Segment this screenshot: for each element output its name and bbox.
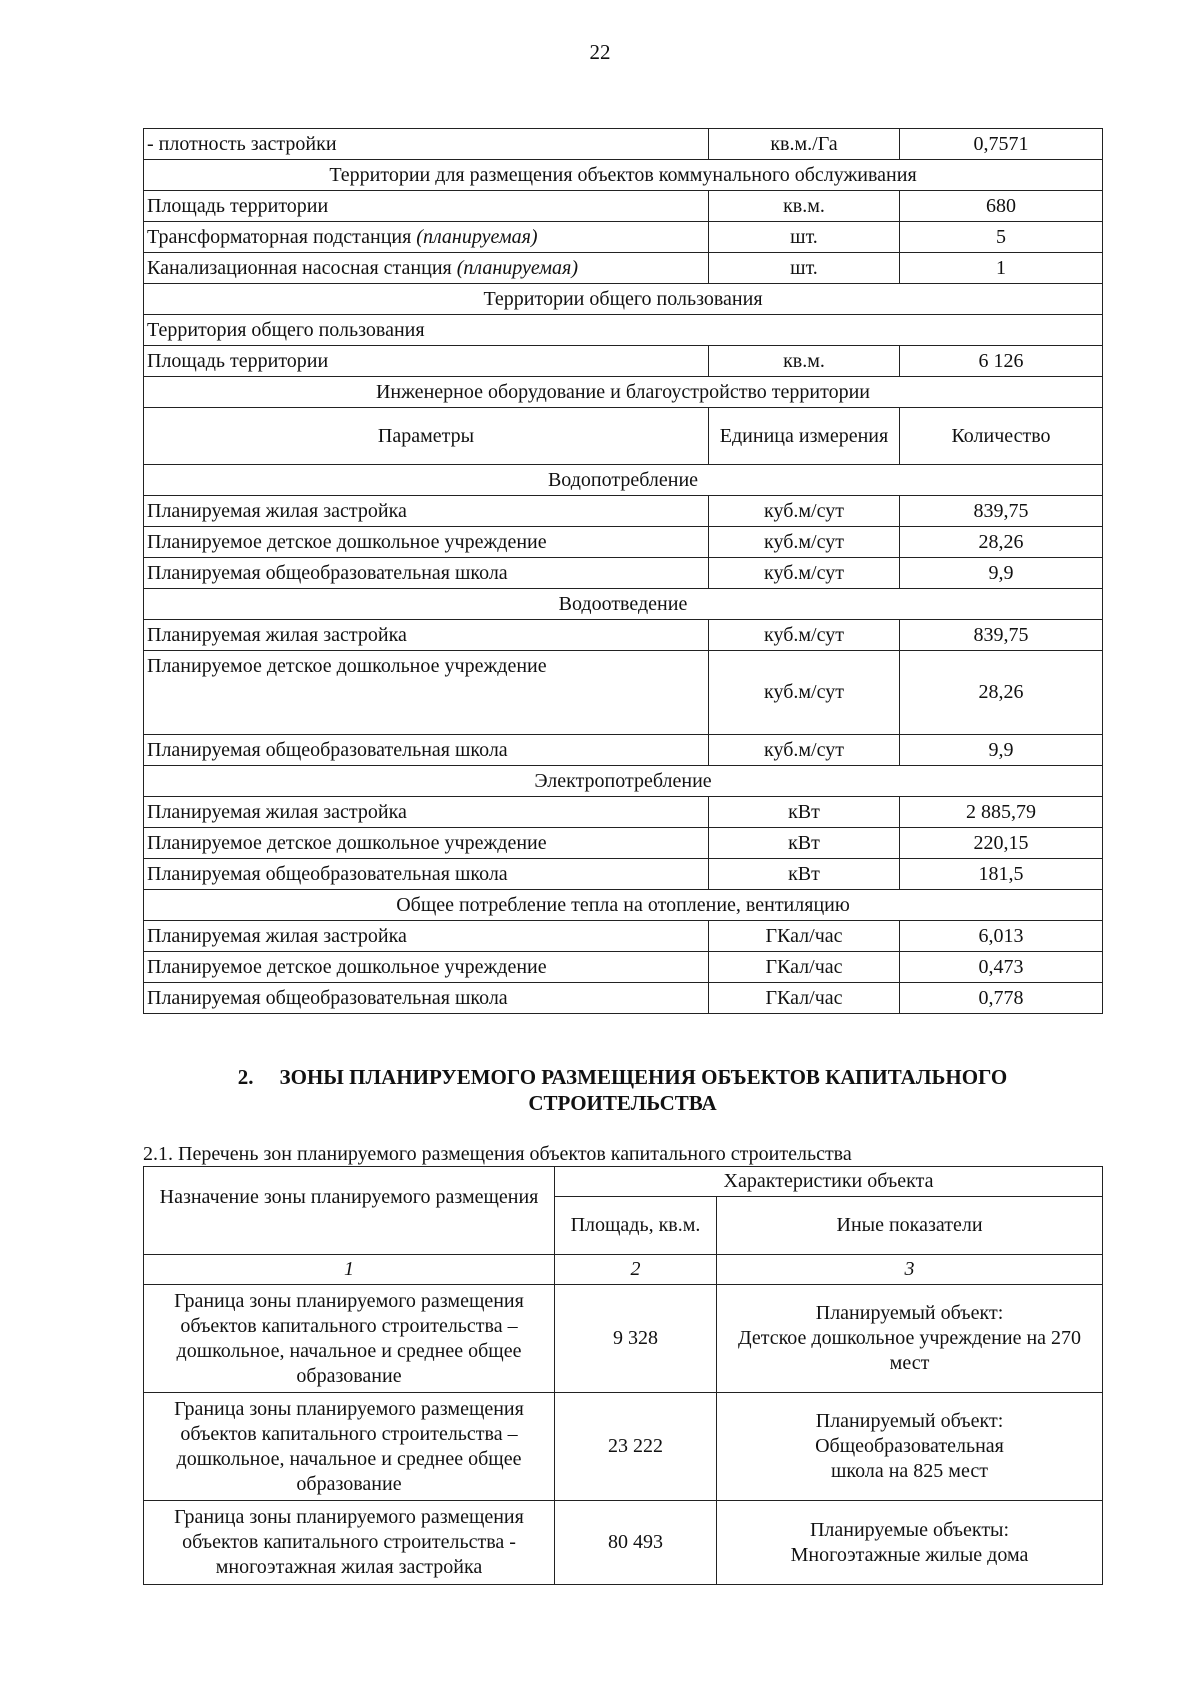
row-unit: куб.м/сут [709,651,900,735]
section-row [144,589,1103,620]
row-unit: кВт [709,828,900,859]
header-unit: Единица измерения [709,408,900,465]
zone-area: 23 222 [555,1393,717,1501]
row-unit: шт. [709,222,900,253]
row-value: 6,013 [900,921,1103,952]
row-unit: кв.м. [709,191,900,222]
row-value: 28,26 [900,651,1103,735]
row-value: 0,7571 [900,129,1103,160]
section-title: Общее потребление тепла на отопление, вентиляцию [144,890,1103,921]
row-label: Планируемая общеобразовательная школа [144,735,709,766]
section-title: Инженерное оборудование и благоустройство территории [144,377,1103,408]
table-row [144,527,1103,558]
row-value: 1 [900,253,1103,284]
row-value: 181,5 [900,859,1103,890]
row-value: 220,15 [900,828,1103,859]
row-value: 680 [900,191,1103,222]
header-row [144,1167,1103,1197]
subsection-title: Территория общего пользования [144,315,1103,346]
section-row [144,160,1103,191]
table-row [144,496,1103,527]
subsection-title: 2.1. Перечень зон планируемого размещения объектов капитального строительства [143,1143,852,1165]
row-value: 2 885,79 [900,797,1103,828]
page-number: 22 [589,40,611,64]
object-label: Планируемый объект: [815,1410,1004,1432]
table-row [144,191,1103,222]
section-title: Электропотребление [144,766,1103,797]
row-label: Планируемая жилая застройка [144,797,709,828]
row-label-text: Канализационная насосная станция [147,256,452,279]
row-label: Планируемая общеобразовательная школа [144,983,709,1014]
column-number-row [144,1255,1103,1285]
header-other: Иные показатели [717,1197,1103,1255]
row-unit: ГКал/час [709,983,900,1014]
table-row [144,558,1103,589]
section-row [144,377,1103,408]
row-unit: куб.м/сут [709,496,900,527]
table-row [144,346,1103,377]
header-zone: Назначение зоны планируемого размещения [144,1167,555,1255]
column-number: 3 [717,1255,1103,1285]
row-label: Планируемая общеобразовательная школа [144,558,709,589]
row-value: 839,75 [900,496,1103,527]
row-unit: куб.м/сут [709,620,900,651]
row-value: 28,26 [900,527,1103,558]
table-row [144,952,1103,983]
row-label [144,222,709,253]
header-params: Параметры [144,408,709,465]
zone-object [717,1501,1103,1585]
row-label: Планируемое детское дошкольное учреждение [144,952,709,983]
row-value: 839,75 [900,620,1103,651]
table-row [144,983,1103,1014]
zone-area: 9 328 [555,1285,717,1393]
zone-name: Граница зоны планируемого размещения объектов капитального строительства – дошкольное, начальное и среднее общее образование [144,1285,555,1393]
table-row [144,1285,1103,1393]
section-heading [143,1064,1102,1116]
header-area: Площадь, кв.м. [555,1197,717,1255]
row-label: Площадь территории [144,346,709,377]
row-label-note: (планируемая) [456,256,578,279]
table-row [144,222,1103,253]
header-row [144,408,1103,465]
zone-name: Граница зоны планируемого размещения объектов капитального строительства - многоэтажная жилая застройка [144,1501,555,1585]
column-number: 2 [555,1255,717,1285]
row-value: 5 [900,222,1103,253]
zone-area: 80 493 [555,1501,717,1585]
row-value: 6 126 [900,346,1103,377]
table-row [144,651,1103,735]
row-label: Планируемая общеобразовательная школа [144,859,709,890]
object-description: Общеобразовательная школа на 825 мест [815,1435,1004,1482]
zone-name: Граница зоны планируемого размещения объектов капитального строительства – дошкольное, начальное и среднее общее образование [144,1393,555,1501]
row-value: 0,778 [900,983,1103,1014]
table-row [144,1501,1103,1585]
row-unit: кВт [709,859,900,890]
section-row [144,465,1103,496]
object-label: Планируемый объект: [815,1302,1004,1324]
object-description: Многоэтажные жилые дома [790,1543,1029,1566]
section-title: Водопотребление [144,465,1103,496]
table-row [144,1393,1103,1501]
section-title: Водоотведение [144,589,1103,620]
zone-object [717,1393,1103,1501]
row-unit: кВт [709,797,900,828]
section-title: Территории для размещения объектов коммунального обслуживания [144,160,1103,191]
table-row [144,859,1103,890]
table-row [144,253,1103,284]
row-label: Площадь территории [144,191,709,222]
row-unit: куб.м/сут [709,735,900,766]
engineering-indicators-table [143,128,1103,1014]
row-label-note: (планируемая) [416,225,538,248]
row-label: - плотность застройки [144,129,709,160]
table-row [144,129,1103,160]
zones-table [143,1166,1103,1585]
section-row [144,766,1103,797]
row-label: Планируемое детское дошкольное учреждение [144,828,709,859]
table-row [144,315,1103,346]
row-value: 9,9 [900,735,1103,766]
object-description: Детское дошкольное учреждение на 270 мест [737,1327,1082,1374]
header-qty: Количество [900,408,1103,465]
table-row [144,620,1103,651]
section-row [144,890,1103,921]
row-unit: куб.м/сут [709,558,900,589]
table-row [144,828,1103,859]
section-number: 2. [237,1065,254,1089]
row-unit: шт. [709,253,900,284]
table-row [144,921,1103,952]
table-row [144,797,1103,828]
row-unit: куб.м/сут [709,527,900,558]
row-label: Планируемое детское дошкольное учреждение [144,527,709,558]
row-label: Планируемая жилая застройка [144,921,709,952]
column-number: 1 [144,1255,555,1285]
table-row [144,735,1103,766]
row-label: Планируемое детское дошкольное учреждение [144,651,709,735]
object-label: Планируемые объекты: [809,1518,1010,1541]
row-value: 9,9 [900,558,1103,589]
row-unit: кв.м./Га [709,129,900,160]
section-title: ЗОНЫ ПЛАНИРУЕМОГО РАЗМЕЩЕНИЯ ОБЪЕКТОВ КАПИТАЛЬНОГО СТРОИТЕЛЬСТВА [279,1065,1008,1115]
zone-object [717,1285,1103,1393]
row-label: Планируемая жилая застройка [144,496,709,527]
row-unit: кв.м. [709,346,900,377]
row-label [144,253,709,284]
header-group: Характеристики объекта [555,1167,1103,1197]
row-label: Планируемая жилая застройка [144,620,709,651]
section-row [144,284,1103,315]
row-unit: ГКал/час [709,921,900,952]
row-value: 0,473 [900,952,1103,983]
row-label-text: Трансформаторная подстанция [147,225,412,248]
section-title: Территории общего пользования [144,284,1103,315]
row-unit: ГКал/час [709,952,900,983]
